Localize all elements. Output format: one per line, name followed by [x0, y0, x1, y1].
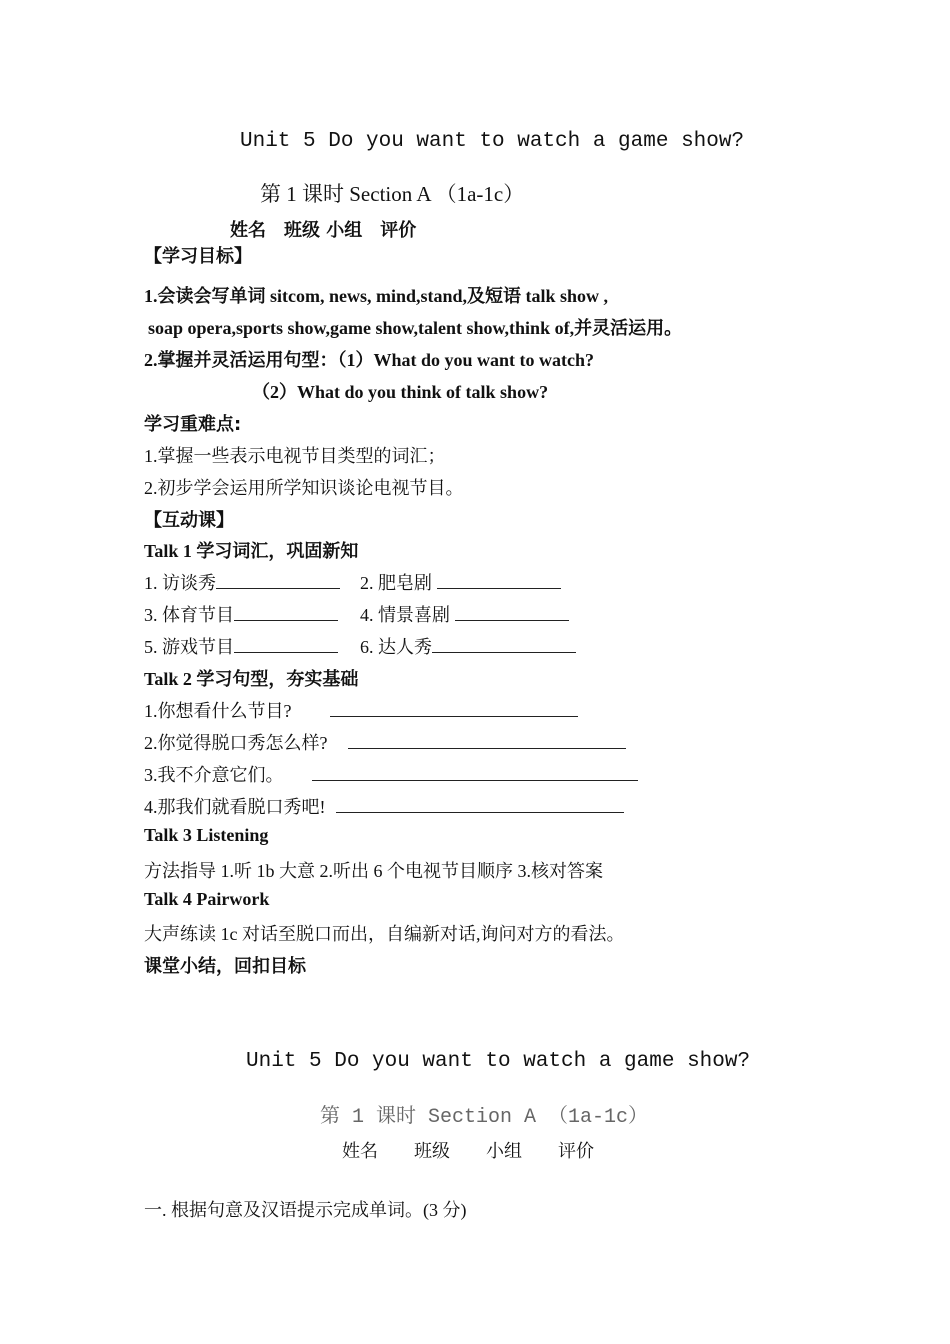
goal-1b: soap opera,sports show,game show,talent show,think of,并灵活运用。 [148, 318, 683, 338]
answer-blank[interactable] [336, 796, 624, 813]
vocab-item-2: 2. 肥皂剧 [360, 569, 561, 595]
lesson-info: 姓名 班级 小组 评价 [230, 220, 417, 241]
lesson-period: 第 1 课时 Section A （1a-1c） [260, 182, 525, 206]
key-point-2: 2.初步学会运用所学知识谈论电视节目。 [144, 478, 464, 498]
vocab-item-3: 3. 体育节目 [144, 601, 338, 627]
answer-blank[interactable] [312, 764, 638, 781]
sentence-2: 2.你觉得脱口秀怎么样? [144, 733, 328, 753]
goal-1a: 1.会读会写单词 sitcom, news, mind,stand,及短语 talk show , [144, 286, 609, 306]
sentence-4: 4.那我们就看脱口秀吧! [144, 797, 326, 817]
vocab-item-1: 1. 访谈秀 [144, 569, 340, 595]
answer-blank[interactable] [234, 636, 338, 653]
summary-heading: 课堂小结，回扣目标 [144, 956, 306, 977]
sentence-1: 1.你想看什么节目? [144, 701, 292, 721]
answer-blank[interactable] [432, 636, 576, 653]
key-heading: 学习重难点: [144, 414, 242, 435]
answer-blank[interactable] [234, 604, 338, 621]
talk2-heading: Talk 2 学习句型，夯实基础 [144, 669, 359, 689]
exercise-title: Unit 5 Do you want to watch a game show? [246, 1050, 751, 1073]
talk3-heading: Talk 3 Listening [144, 825, 269, 845]
vocab-item-5: 5. 游戏节目 [144, 633, 338, 659]
talk4-text: 大声练读 1c 对话至脱口而出，自编新对话,询问对方的看法。 [144, 924, 625, 944]
answer-blank[interactable] [330, 700, 578, 717]
answer-blank[interactable] [216, 572, 340, 589]
sentence-3: 3.我不介意它们。 [144, 765, 284, 785]
talk3-text: 方法指导 1.听 1b 大意 2.听出 6 个电视节目顺序 3.核对答案 [144, 861, 603, 881]
class-heading: 【互动课】 [144, 510, 234, 531]
goals-heading: 【学习目标】 [144, 246, 252, 267]
exercise-period: 第 1 课时 Section A （1a-1c） [320, 1106, 649, 1129]
goal-2a: 2.掌握并灵活运用句型：（1）What do you want to watch? [144, 350, 595, 370]
goal-2b: （2）What do you think of talk show? [252, 382, 549, 402]
exercise-info: 姓名 班级 小组 评价 [342, 1141, 594, 1162]
vocab-item-6: 6. 达人秀 [360, 633, 576, 659]
key-point-1: 1.掌握一些表示电视节目类型的词汇； [144, 446, 446, 466]
talk1-heading: Talk 1 学习词汇，巩固新知 [144, 541, 359, 561]
exercise-part1: 一. 根据句意及汉语提示完成单词。(3 分) [144, 1200, 467, 1220]
answer-blank[interactable] [437, 572, 561, 589]
talk4-heading: Talk 4 Pairwork [144, 889, 270, 909]
vocab-item-4: 4. 情景喜剧 [360, 601, 569, 627]
lesson-title: Unit 5 Do you want to watch a game show? [240, 130, 745, 153]
answer-blank[interactable] [348, 732, 626, 749]
answer-blank[interactable] [455, 604, 569, 621]
